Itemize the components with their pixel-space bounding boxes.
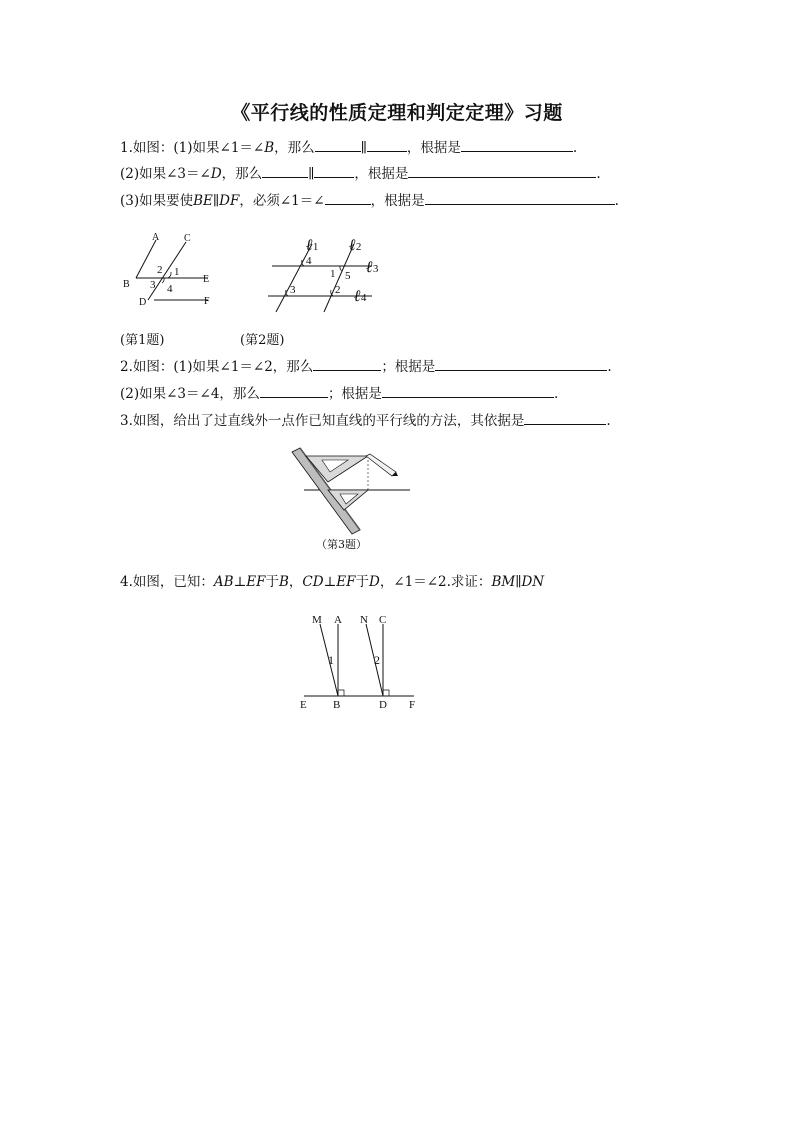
figure-1 <box>118 228 228 318</box>
line-ba <box>136 240 156 278</box>
q1-line1: 1.如图：(1)如果∠1＝∠B，那么 ∥ ，根据是 . <box>120 140 578 156</box>
pencil <box>366 454 396 476</box>
answer-blank[interactable] <box>425 191 615 205</box>
angle-3: 3 <box>290 284 296 296</box>
angle-2: 2 <box>374 653 380 667</box>
label-f: F <box>409 699 416 711</box>
label-b: B <box>333 699 341 711</box>
angle-4: 4 <box>167 283 173 295</box>
label-m: M <box>312 614 322 626</box>
angle-1: 1 <box>330 268 336 280</box>
q1-line2: (2)如果∠3＝∠D，那么 ∥ ，根据是 . <box>120 166 601 182</box>
label-e: E <box>300 699 307 711</box>
figure-4 <box>296 608 426 718</box>
right-angle-mark <box>338 690 344 696</box>
label-b: B <box>123 279 130 290</box>
answer-blank[interactable] <box>314 164 354 178</box>
label-l3: ℓ3 <box>366 259 379 276</box>
angle-mark <box>340 266 342 271</box>
label-c: C <box>184 233 191 244</box>
angle-1: 1 <box>328 653 334 667</box>
answer-blank[interactable] <box>262 164 308 178</box>
angle-2: 2 <box>335 284 341 296</box>
label-c: C <box>379 614 387 626</box>
q2-line1: 2.如图：(1)如果∠1＝∠2，那么 ；根据是 . <box>120 359 612 375</box>
label-l4: ℓ4 <box>354 288 367 305</box>
figure-3 <box>288 444 418 534</box>
label-l2: ℓ2 <box>349 237 362 254</box>
label-l1: ℓ1 <box>306 237 319 254</box>
angle-mark <box>168 272 171 278</box>
q1-line3: (3)如果要使BE∥DF，必须∠1＝∠ ，根据是 . <box>120 193 619 209</box>
angle-4: 4 <box>306 255 312 267</box>
label-f: F <box>204 296 210 307</box>
angle-1: 1 <box>174 266 180 278</box>
label-a: A <box>152 232 160 243</box>
label-d: D <box>379 699 387 711</box>
answer-blank[interactable] <box>313 357 381 371</box>
right-angle-mark <box>383 690 389 696</box>
figure-2 <box>262 230 392 320</box>
angle-5: 5 <box>345 270 351 282</box>
angle-3: 3 <box>150 279 156 291</box>
figure-1-caption: (第1题) <box>120 333 165 348</box>
q4-line: 4.如图，已知：AB⊥EF于B，CD⊥EF于D，∠1＝∠2.求证：BM∥DN <box>120 574 545 590</box>
q3-line: 3.如图，给出了过直线外一点作已知直线的平行线的方法，其依据是 . <box>120 413 611 429</box>
label-a: A <box>334 614 342 626</box>
answer-blank[interactable] <box>524 411 606 425</box>
figure-2-caption: (第2题) <box>240 333 285 348</box>
answer-blank[interactable] <box>382 384 554 398</box>
page-title: 《平行线的性质定理和判定定理》习题 <box>231 102 563 124</box>
q2-line2: (2)如果∠3＝∠4，那么 ；根据是 . <box>120 386 559 402</box>
label-d: D <box>139 297 147 308</box>
answer-blank[interactable] <box>260 384 328 398</box>
answer-blank[interactable] <box>315 138 361 152</box>
answer-blank[interactable] <box>408 164 596 178</box>
figure-3-caption: （第3题） <box>316 538 367 551</box>
answer-blank[interactable] <box>325 191 371 205</box>
angle-2: 2 <box>157 264 163 276</box>
answer-blank[interactable] <box>435 357 607 371</box>
answer-blank[interactable] <box>367 138 407 152</box>
label-n: N <box>360 614 368 626</box>
answer-blank[interactable] <box>461 138 573 152</box>
label-e: E <box>203 274 210 285</box>
